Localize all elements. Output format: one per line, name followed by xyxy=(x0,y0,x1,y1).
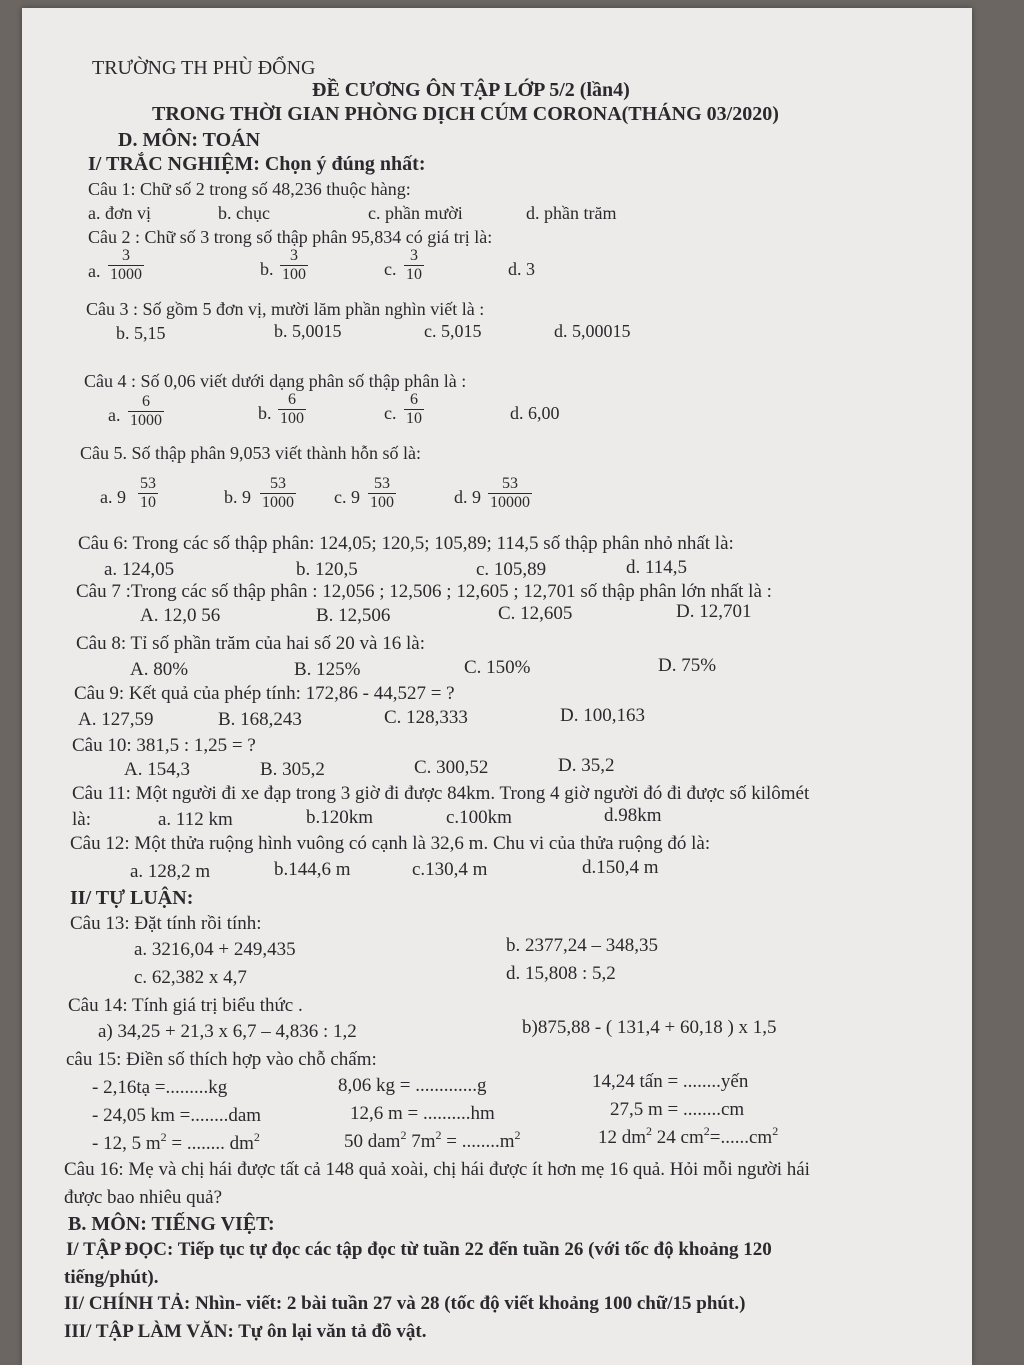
option-b: b. xyxy=(258,403,272,423)
option-a: b. 5,15 xyxy=(116,323,166,343)
option-c: c. 105,89 xyxy=(476,559,547,580)
question-text: Câu 3 : Số gồm 5 đơn vị, mười lăm phần nghìn viết là : xyxy=(86,299,485,319)
option-d: D. 35,2 xyxy=(558,755,615,776)
question-text: câu 15: Điền số thích hợp vào chỗ chấm: xyxy=(66,1049,377,1070)
option-c: c. xyxy=(384,403,397,423)
question-text: Câu 12: Một thửa ruộng hình vuông có cạnh là 32,6 m. Chu vi của thửa ruộng đó là: xyxy=(70,833,711,854)
option-d: d. 9 xyxy=(454,487,481,507)
exercise-b: b. 2377,24 – 348,35 xyxy=(506,935,658,956)
exercise-d: d. 15,808 : 5,2 xyxy=(506,963,616,984)
option-d: d. 3 xyxy=(508,259,535,279)
option-b: b. 5,0015 xyxy=(274,321,342,341)
fill-blank: - 2,16tạ =.........kg xyxy=(92,1077,228,1098)
option-b: b.120km xyxy=(306,807,374,828)
fill-blank: 8,06 kg = .............g xyxy=(338,1075,487,1096)
fill-blank: 14,24 tấn = ........yến xyxy=(592,1071,749,1092)
option-b: b.144,6 m xyxy=(274,859,351,880)
question-text: Câu 14: Tính giá trị biểu thức . xyxy=(68,995,303,1016)
writing-task: III/ TẬP LÀM VĂN: Tự ôn lại văn tả đồ vật. xyxy=(64,1321,427,1342)
fill-blank: 27,5 m = ........cm xyxy=(610,1099,745,1120)
section-heading: II/ TỰ LUẬN: xyxy=(70,887,194,909)
option-b: B. 305,2 xyxy=(260,759,325,780)
question-text-continued: là: xyxy=(72,809,91,830)
fill-blank: 12,6 m = ..........hm xyxy=(350,1103,495,1124)
fill-blank: 12 $dm^2$ 24 $cm^2=......cm^2$ xyxy=(598,1124,779,1148)
fraction: $\frac{6}{100}$ xyxy=(280,391,304,427)
option-d: d. phần trăm xyxy=(526,203,617,223)
question-text: Câu 10: 381,5 : 1,25 = ? xyxy=(72,735,256,756)
exam-sheet xyxy=(22,8,972,1365)
option-b: b. 120,5 xyxy=(296,559,358,580)
option-a: a. đơn vị xyxy=(88,203,152,223)
fill-blank: - 24,05 km =........dam xyxy=(92,1105,262,1126)
fraction: $\frac{53}{10}$ xyxy=(140,475,156,511)
option-c: c. phần mười xyxy=(368,203,463,223)
subject-math: D. MÔN: TOÁN xyxy=(118,129,261,151)
option-c: c. xyxy=(384,259,397,279)
option-d: D. 100,163 xyxy=(560,705,645,726)
option-a: A. 154,3 xyxy=(124,759,190,780)
fraction: $\frac{53}{1000}$ xyxy=(262,475,294,511)
exercise-a: a. 3216,04 + 249,435 xyxy=(134,939,296,960)
expression-b: b)875,88 - ( 131,4 + 60,18 ) x 1,5 xyxy=(522,1017,777,1038)
dictation-task: II/ CHÍNH TẢ: Nhìn- viết: 2 bài tuần 27 và 28 (tốc độ viết khoảng 100 chữ/15 phút.) xyxy=(64,1293,746,1314)
fraction: $\frac{3}{100}$ xyxy=(282,247,306,283)
exercise-c: c. 62,382 x 4,7 xyxy=(134,967,247,988)
school-name: TRƯỜNG TH PHÙ ĐỔNG xyxy=(92,57,316,79)
option-a: A. 80% xyxy=(130,659,189,680)
fraction: $\frac{6}{10}$ xyxy=(406,391,422,427)
option-c: c.130,4 m xyxy=(412,859,488,880)
option-d: d.150,4 m xyxy=(582,857,659,878)
option-c: c. 9 xyxy=(334,487,360,507)
option-b: b. xyxy=(260,259,274,279)
question-text: Câu 5. Số thập phân 9,053 viết thành hỗn số là: xyxy=(80,443,421,463)
option-d: d. 114,5 xyxy=(626,557,688,578)
subject-vietnamese: B. MÔN: TIẾNG VIỆT: xyxy=(68,1213,275,1235)
question-text: Câu 6: Trong các số thập phân: 124,05; 120,5; 105,89; 114,5 số thập phân nhỏ nhất là: xyxy=(78,533,734,554)
option-b: B. 168,243 xyxy=(218,709,302,730)
question-text: Câu 11: Một người đi xe đạp trong 3 giờ đi được 84km. Trong 4 giờ người đó đi được số kilômét xyxy=(72,783,810,804)
section-heading: I/ TRẮC NGHIỆM: Chọn ý đúng nhất: xyxy=(88,153,426,175)
question-text: Câu 4 : Số 0,06 viết dưới dạng phân số thập phân là : xyxy=(84,371,467,391)
option-a: a. 128,2 m xyxy=(130,861,211,882)
question-text: Câu 1: Chữ số 2 trong số 48,236 thuộc hàng: xyxy=(88,179,411,199)
fraction: $\frac{53}{100}$ xyxy=(370,475,394,511)
option-c: C. 150% xyxy=(464,657,531,678)
option-a: a. xyxy=(108,405,121,425)
question-text: Câu 2 : Chữ số 3 trong số thập phân 95,834 có giá trị là: xyxy=(88,227,493,247)
option-d: d. 5,00015 xyxy=(554,321,631,341)
fraction: $\frac{3}{10}$ xyxy=(406,247,422,283)
option-c: c.100km xyxy=(446,807,512,828)
option-d: D. 12,701 xyxy=(676,601,752,622)
fill-blank: - 12, 5 $m^2$ = ........ $dm^2$ xyxy=(92,1130,260,1154)
option-a: A. 12,0 56 xyxy=(140,605,221,626)
option-d: d. 6,00 xyxy=(510,403,560,423)
question-text: Câu 8: Tỉ số phần trăm của hai số 20 và 16 là: xyxy=(76,633,425,654)
question-text: Câu 16: Mẹ và chị hái được tất cả 148 quả xoài, chị hái được ít hơn mẹ 16 quả. Hỏi mỗi người hái xyxy=(64,1159,810,1180)
fill-blank: 50 dam$^2$ $7m^2 = ........m^2$ xyxy=(344,1128,521,1152)
question-text-continued: được bao nhiêu quả? xyxy=(64,1187,223,1208)
option-d: d.98km xyxy=(604,805,662,826)
option-b: b. 9 xyxy=(224,487,251,507)
option-a: a. 9 xyxy=(100,487,126,507)
option-c: c. 5,015 xyxy=(424,321,482,341)
option-a: a. xyxy=(88,261,101,281)
option-b: B. 125% xyxy=(294,659,361,680)
option-c: C. 300,52 xyxy=(414,757,489,778)
option-d: D. 75% xyxy=(658,655,717,676)
option-a: a. 112 km xyxy=(158,809,233,830)
reading-task: I/ TẬP ĐỌC: Tiếp tục tự đọc các tập đọc từ tuần 22 đến tuần 26 (với tốc độ khoảng 120 xyxy=(66,1239,772,1260)
fraction: $\frac{3}{1000}$ xyxy=(110,247,142,283)
doc-subtitle: TRONG THỜI GIAN PHÒNG DỊCH CÚM CORONA(THÁNG 03/2020) xyxy=(152,103,779,125)
option-b: b. chục xyxy=(218,203,270,223)
question-text: Câu 7 :Trong các số thập phân : 12,056 ; 12,506 ; 12,605 ; 12,701 số thập phân lớn nhất là : xyxy=(76,581,772,602)
question-text: Câu 13: Đặt tính rồi tính: xyxy=(70,913,262,934)
doc-title: ĐỀ CƯƠNG ÔN TẬP LỚP 5/2 (lần4) xyxy=(312,79,630,101)
expression-a: a) 34,25 + 21,3 x 6,7 – 4,836 : 1,2 xyxy=(98,1021,357,1042)
option-a: A. 127,59 xyxy=(78,709,154,730)
option-c: C. 128,333 xyxy=(384,707,468,728)
fraction: $\frac{6}{1000}$ xyxy=(130,393,162,429)
fraction: $\frac{53}{10000}$ xyxy=(490,475,530,511)
reading-task-continued: tiếng/phút). xyxy=(64,1267,159,1288)
option-b: B. 12,506 xyxy=(316,605,391,626)
option-a: a. 124,05 xyxy=(104,559,175,580)
option-c: C. 12,605 xyxy=(498,603,573,624)
question-text: Câu 9: Kết quả của phép tính: 172,86 - 44,527 = ? xyxy=(74,683,455,704)
